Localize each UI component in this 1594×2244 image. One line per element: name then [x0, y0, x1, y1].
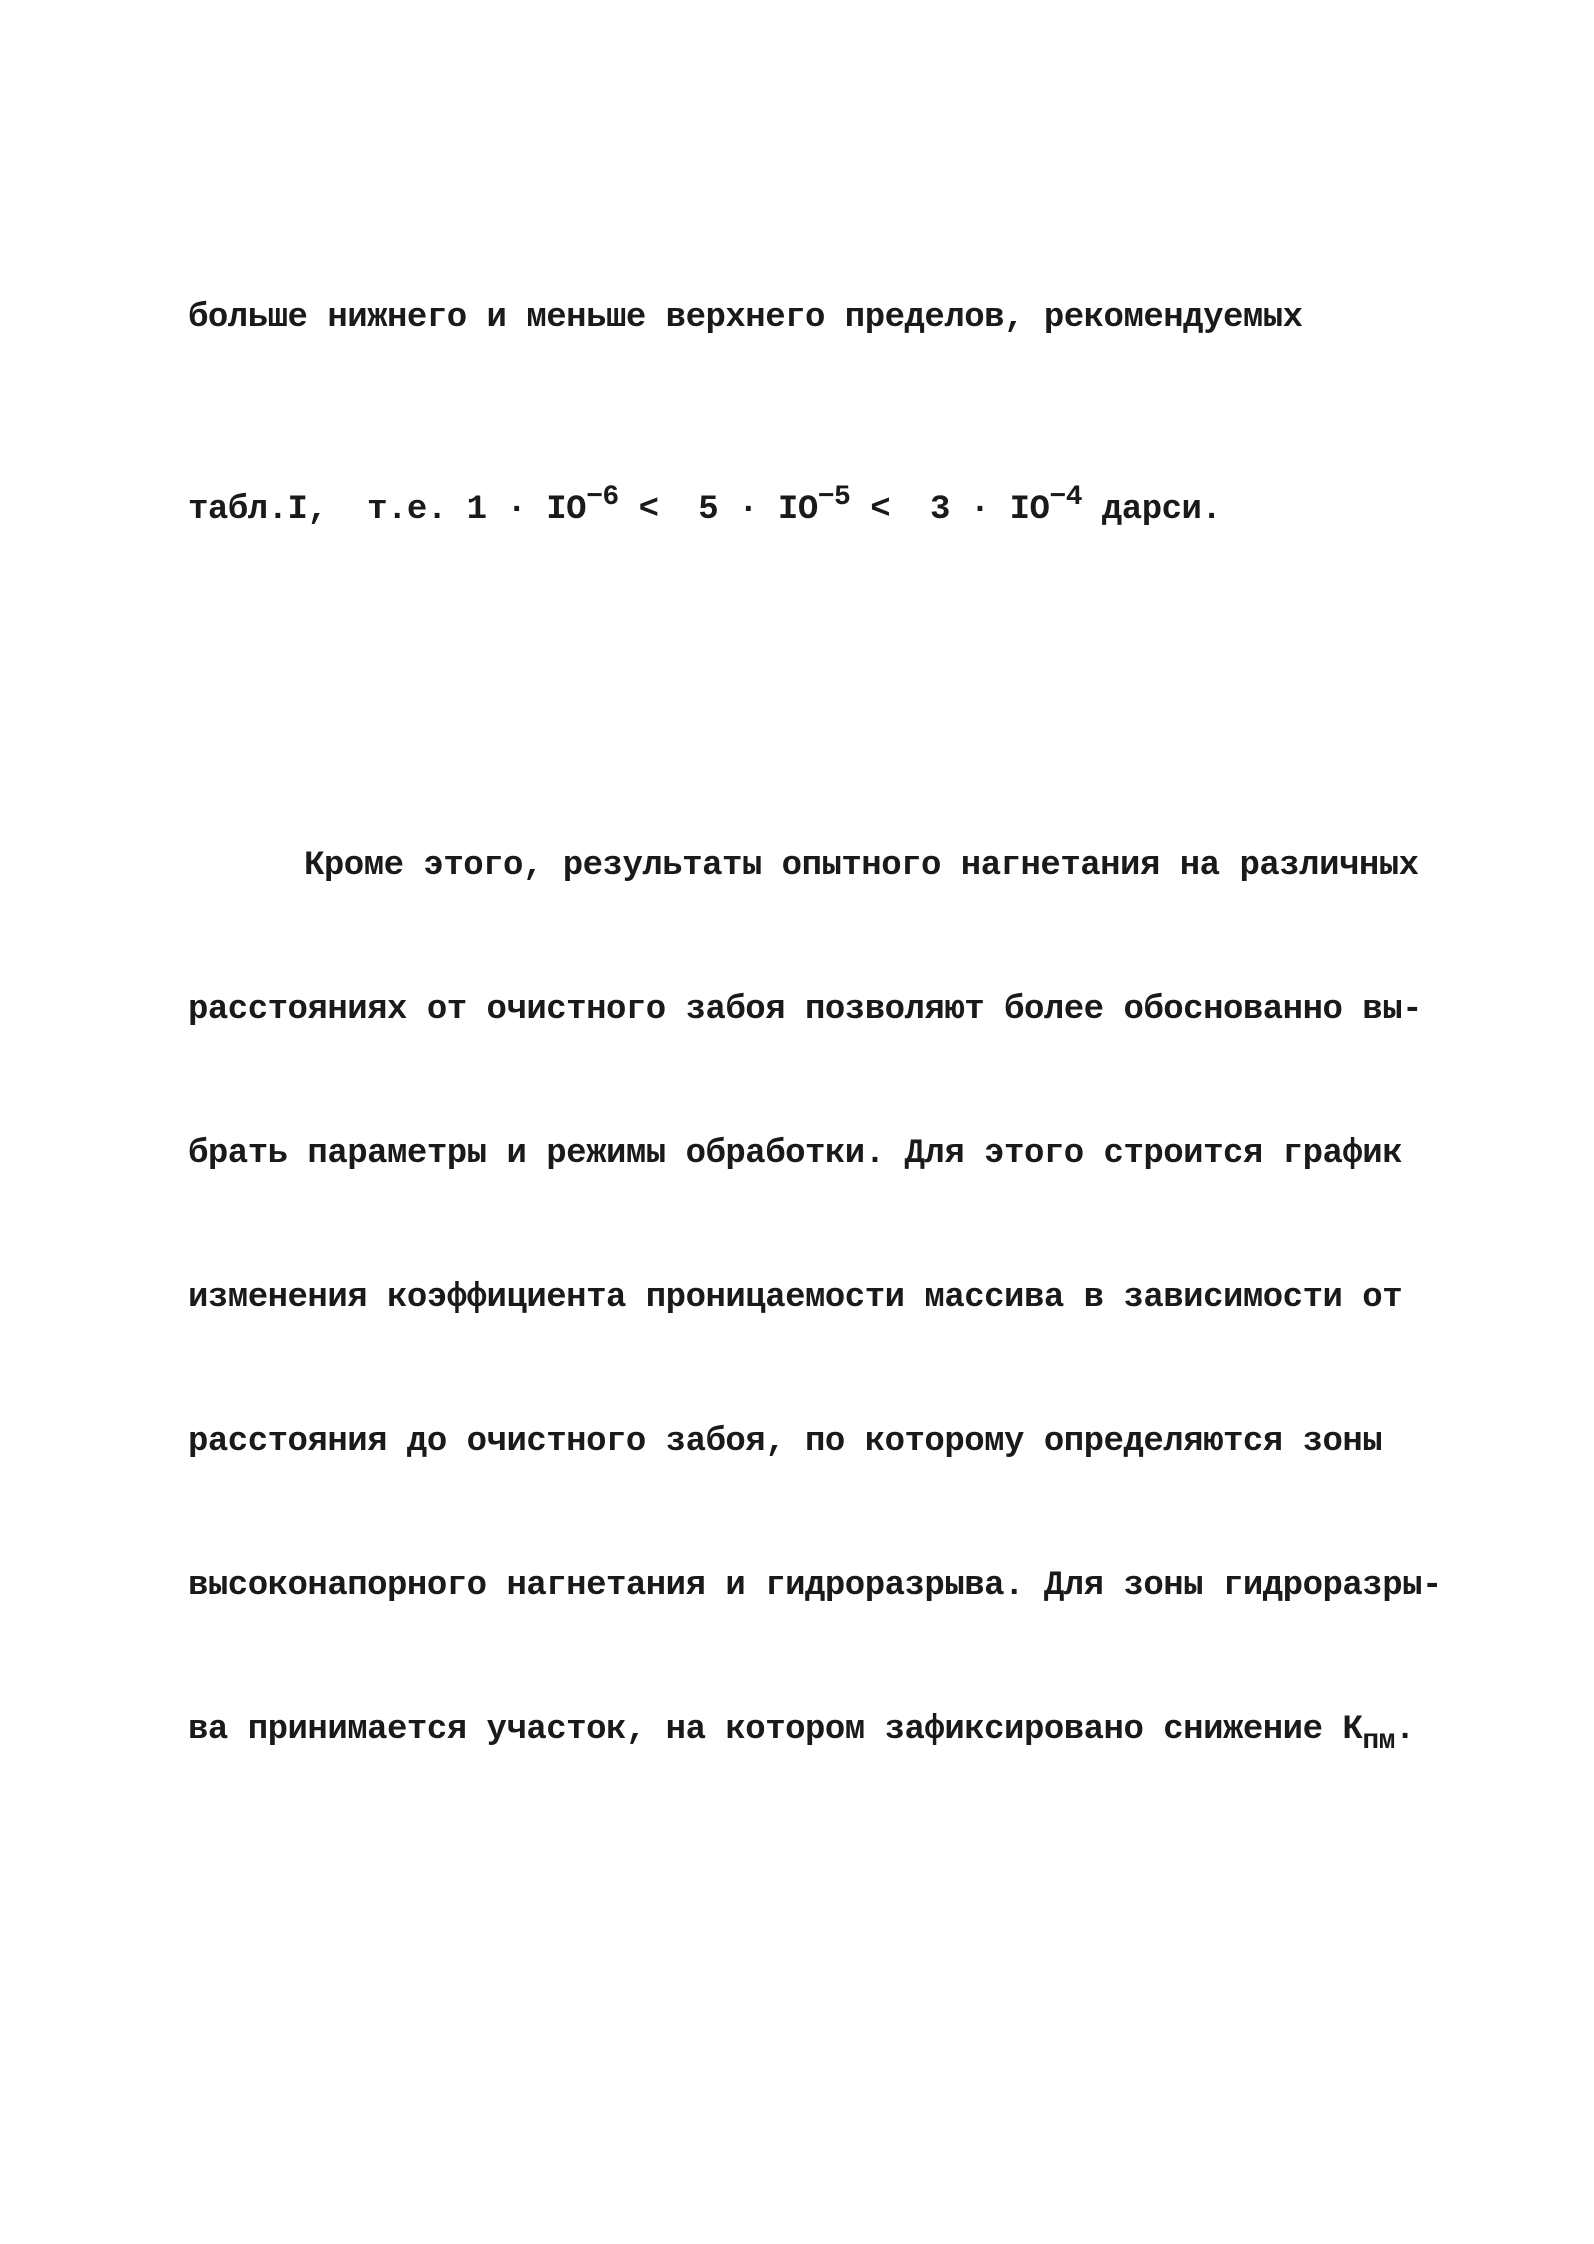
formula-relation-1: < 5 · IO [618, 491, 818, 529]
paragraph1-line1: больше нижнего и меньше верхнего пределов, рекомендуемых [188, 299, 1303, 337]
paragraph-gap [188, 684, 1468, 698]
exponent-2: −5 [817, 482, 851, 513]
formula-prefix: табл.I, т.е. 1 · IO [188, 491, 587, 529]
paragraph2-line5: расстояния до очистного забоя, по которому определяются зоны [188, 1423, 1383, 1461]
permeability-symbol-subscript: пм [1362, 1726, 1395, 1757]
paragraph2-line3: брать параметры и режимы обработки. Для этого строится график [188, 1135, 1403, 1173]
paragraph1-formula-line [188, 482, 1468, 540]
permeability-symbol: К [1342, 1711, 1363, 1749]
exponent-3: −4 [1049, 482, 1082, 513]
exponent-1: −6 [586, 482, 619, 513]
formula-suffix: дарси. [1082, 491, 1222, 529]
paragraph2-line6: высоконапорного нагнетания и гидроразрыва. Для зоны гидроразры- [188, 1567, 1442, 1605]
paragraph2-line4: изменения коэффициента проницаемости массива в зависимости от [188, 1279, 1403, 1317]
formula-relation-2: < 3 · IO [850, 491, 1050, 529]
paragraph2-line2: расстояниях от очистного забоя позволяют более обоснованно вы- [188, 991, 1423, 1029]
document-body [188, 150, 1468, 1898]
paragraph2-line7 [188, 1706, 1468, 1757]
paragraph2-line7-text: ва принимается участок, на котором зафиксировано снижение [188, 1711, 1343, 1749]
sentence-end-period: . [1394, 1711, 1415, 1749]
paragraph2-line1: Кроме этого, результаты опытного нагнетания на различных [304, 847, 1419, 885]
